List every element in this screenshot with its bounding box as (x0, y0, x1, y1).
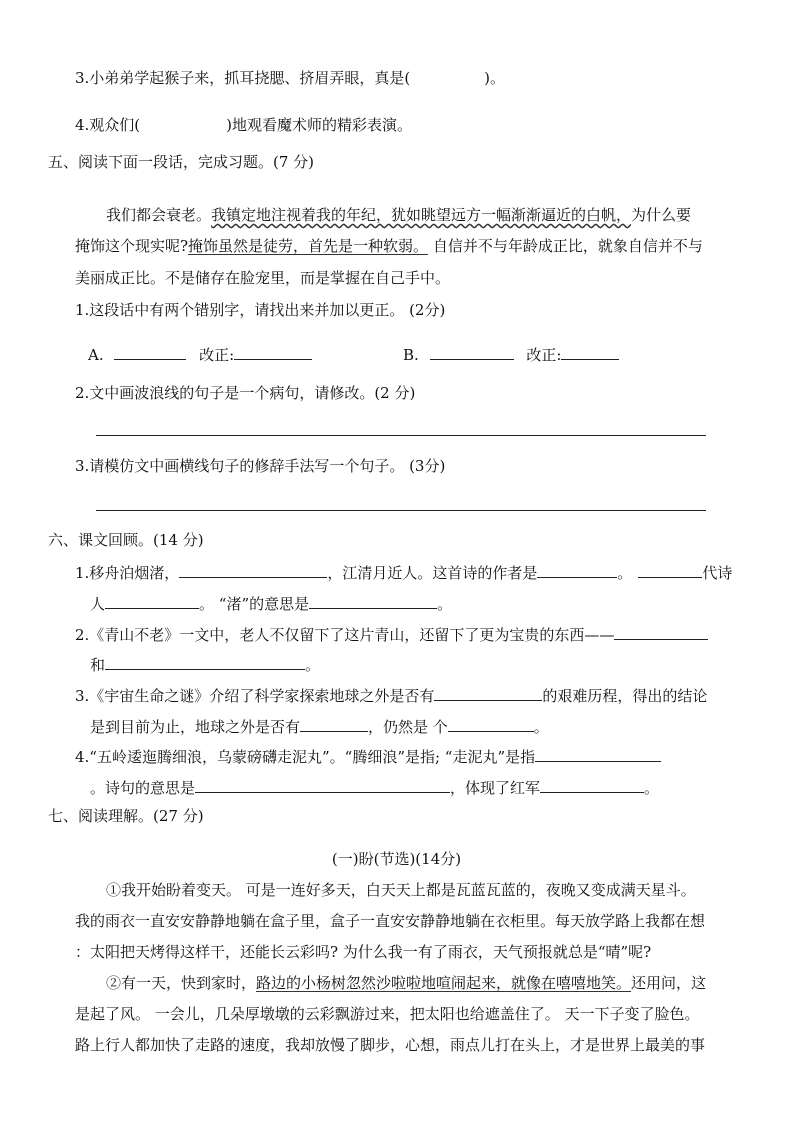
straight-underlined-sentence: 掩饰虽然是徒劳，首先是一种软弱。 (188, 237, 429, 255)
blank[interactable] (638, 562, 702, 578)
passage-paragraph-1-line-1: ①我开始盼着变天。 可是一连好多天，白天天上都是瓦蓝瓦蓝的，夜晚又变成满天星斗。 (106, 881, 696, 899)
wavy-underlined-sentence: 我镇定地注视着我的年纪，犹如眺望远方一幅渐渐逼近的白帆， (211, 206, 632, 224)
blank[interactable] (535, 746, 661, 762)
q6-item-1-line-2: 人 。 “渚”的意思是 。 (90, 595, 453, 613)
blank[interactable] (537, 562, 617, 578)
blank[interactable] (105, 593, 199, 609)
blank[interactable] (300, 716, 368, 732)
blank-correction-a[interactable] (234, 344, 312, 360)
q6-item-3-line-1: 3.《宇宙生命之谜》介绍了科学家探索地球之外是否有 的艰难历程，得出的结论 (75, 687, 708, 705)
blank-correction-b[interactable] (561, 344, 619, 360)
q6-item-3-line-2: 是到目前为止，地球之外是否有 ，仍然是 个 。 (90, 718, 549, 736)
q5-sub-1-answers: A. 改正: B. 改正: (88, 344, 619, 365)
blank[interactable] (434, 685, 542, 701)
underlined-sentence: 路边的小杨树忽然沙啦啦地喧闹起来，就像在嘻嘻地笑。 (256, 974, 632, 992)
passage-line-3: 美丽成正比。不是储存在脸宠里，而是掌握在自己手中。 (75, 269, 451, 287)
passage-line-1: 我们都会衰老。我镇定地注视着我的年纪，犹如眺望远方一幅渐渐逼近的白帆，为什么要 (106, 206, 692, 224)
blank-wrong-char-a[interactable] (114, 344, 186, 360)
q6-item-2-line-2: 和 。 (90, 656, 321, 674)
passage-paragraph-2-line-3: 路上行人都加快了走路的速度，我却放慢了脚步，心想，雨点儿打在头上，才是世界上最美的事 (75, 1036, 706, 1054)
answer-line[interactable] (96, 510, 706, 511)
q5-sub-2: 2.文中画波浪线的句子是一个病句，请修改。(2 分) (75, 384, 416, 402)
blank[interactable] (179, 562, 327, 578)
q4-item-3: 3.小弟弟学起猴子来，抓耳挠腮、挤眉弄眼，真是( )。 (75, 69, 506, 87)
passage-paragraph-2-line-1: ②有一天，快到家时，路边的小杨树忽然沙啦啦地喧闹起来，就像在嘻嘻地笑。还用问，这 (106, 974, 707, 992)
blank[interactable] (540, 777, 644, 793)
section-5-heading: 五、阅读下面一段话，完成习题。(7 分) (48, 153, 315, 171)
q6-item-2-line-1: 2.《青山不老》一文中，老人不仅留下了这片青山，还留下了更为宝贵的东西—— (75, 624, 708, 645)
passage-title: (一)盼(节选)(14分) (331, 850, 462, 868)
passage-line-2: 掩饰这个现实呢?掩饰虽然是徒劳，首先是一种软弱。 自信并不与年龄成正比，就象自信并不与 (75, 237, 703, 255)
answer-line[interactable] (96, 435, 706, 436)
blank[interactable] (105, 654, 305, 670)
q5-sub-1: 1.这段话中有两个错别字，请找出来并加以更正。 (2分) (75, 301, 446, 319)
blank[interactable] (195, 777, 450, 793)
passage-paragraph-1-line-2: 我的雨衣一直安安静静地躺在盒子里，盒子一直安安静静地躺在衣柜里。每天放学路上我都在想 (75, 912, 706, 930)
q6-item-4-line-1: 4.“五岭逶迤腾细浪，乌蒙磅礴走泥丸”。“腾细浪”是指; “走泥丸”是指 (75, 746, 661, 767)
q6-item-4-line-2: 。诗句的意思是 ，体现了红军 。 (90, 779, 660, 797)
blank[interactable] (448, 716, 534, 732)
q5-sub-3: 3.请模仿文中画横线句子的修辞手法写一个句子。 (3分) (75, 457, 446, 475)
passage-paragraph-1-line-3: ：太阳把天烤得这样干，还能长云彩吗? 为什么我一有了雨衣，天气预报就总是“晴”呢? (75, 943, 652, 961)
blank[interactable] (309, 593, 437, 609)
q4-item-4: 4.观众们( )地观看魔术师的精彩表演。 (75, 116, 413, 134)
passage-paragraph-2-line-2: 是起了风。 一会儿，几朵厚墩墩的云彩飘游过来，把太阳也给遮盖住了。 天一下子变了脸色。 (75, 1005, 700, 1023)
section-6-heading: 六、课文回顾。(14 分) (48, 531, 204, 549)
blank-wrong-char-b[interactable] (430, 344, 514, 360)
section-7-heading: 七、阅读理解。(27 分) (48, 807, 204, 825)
blank[interactable] (614, 624, 708, 640)
q6-item-1-line-1: 1.移舟泊烟渚， ，江清月近人。这首诗的作者是 。 代诗 (75, 564, 733, 582)
